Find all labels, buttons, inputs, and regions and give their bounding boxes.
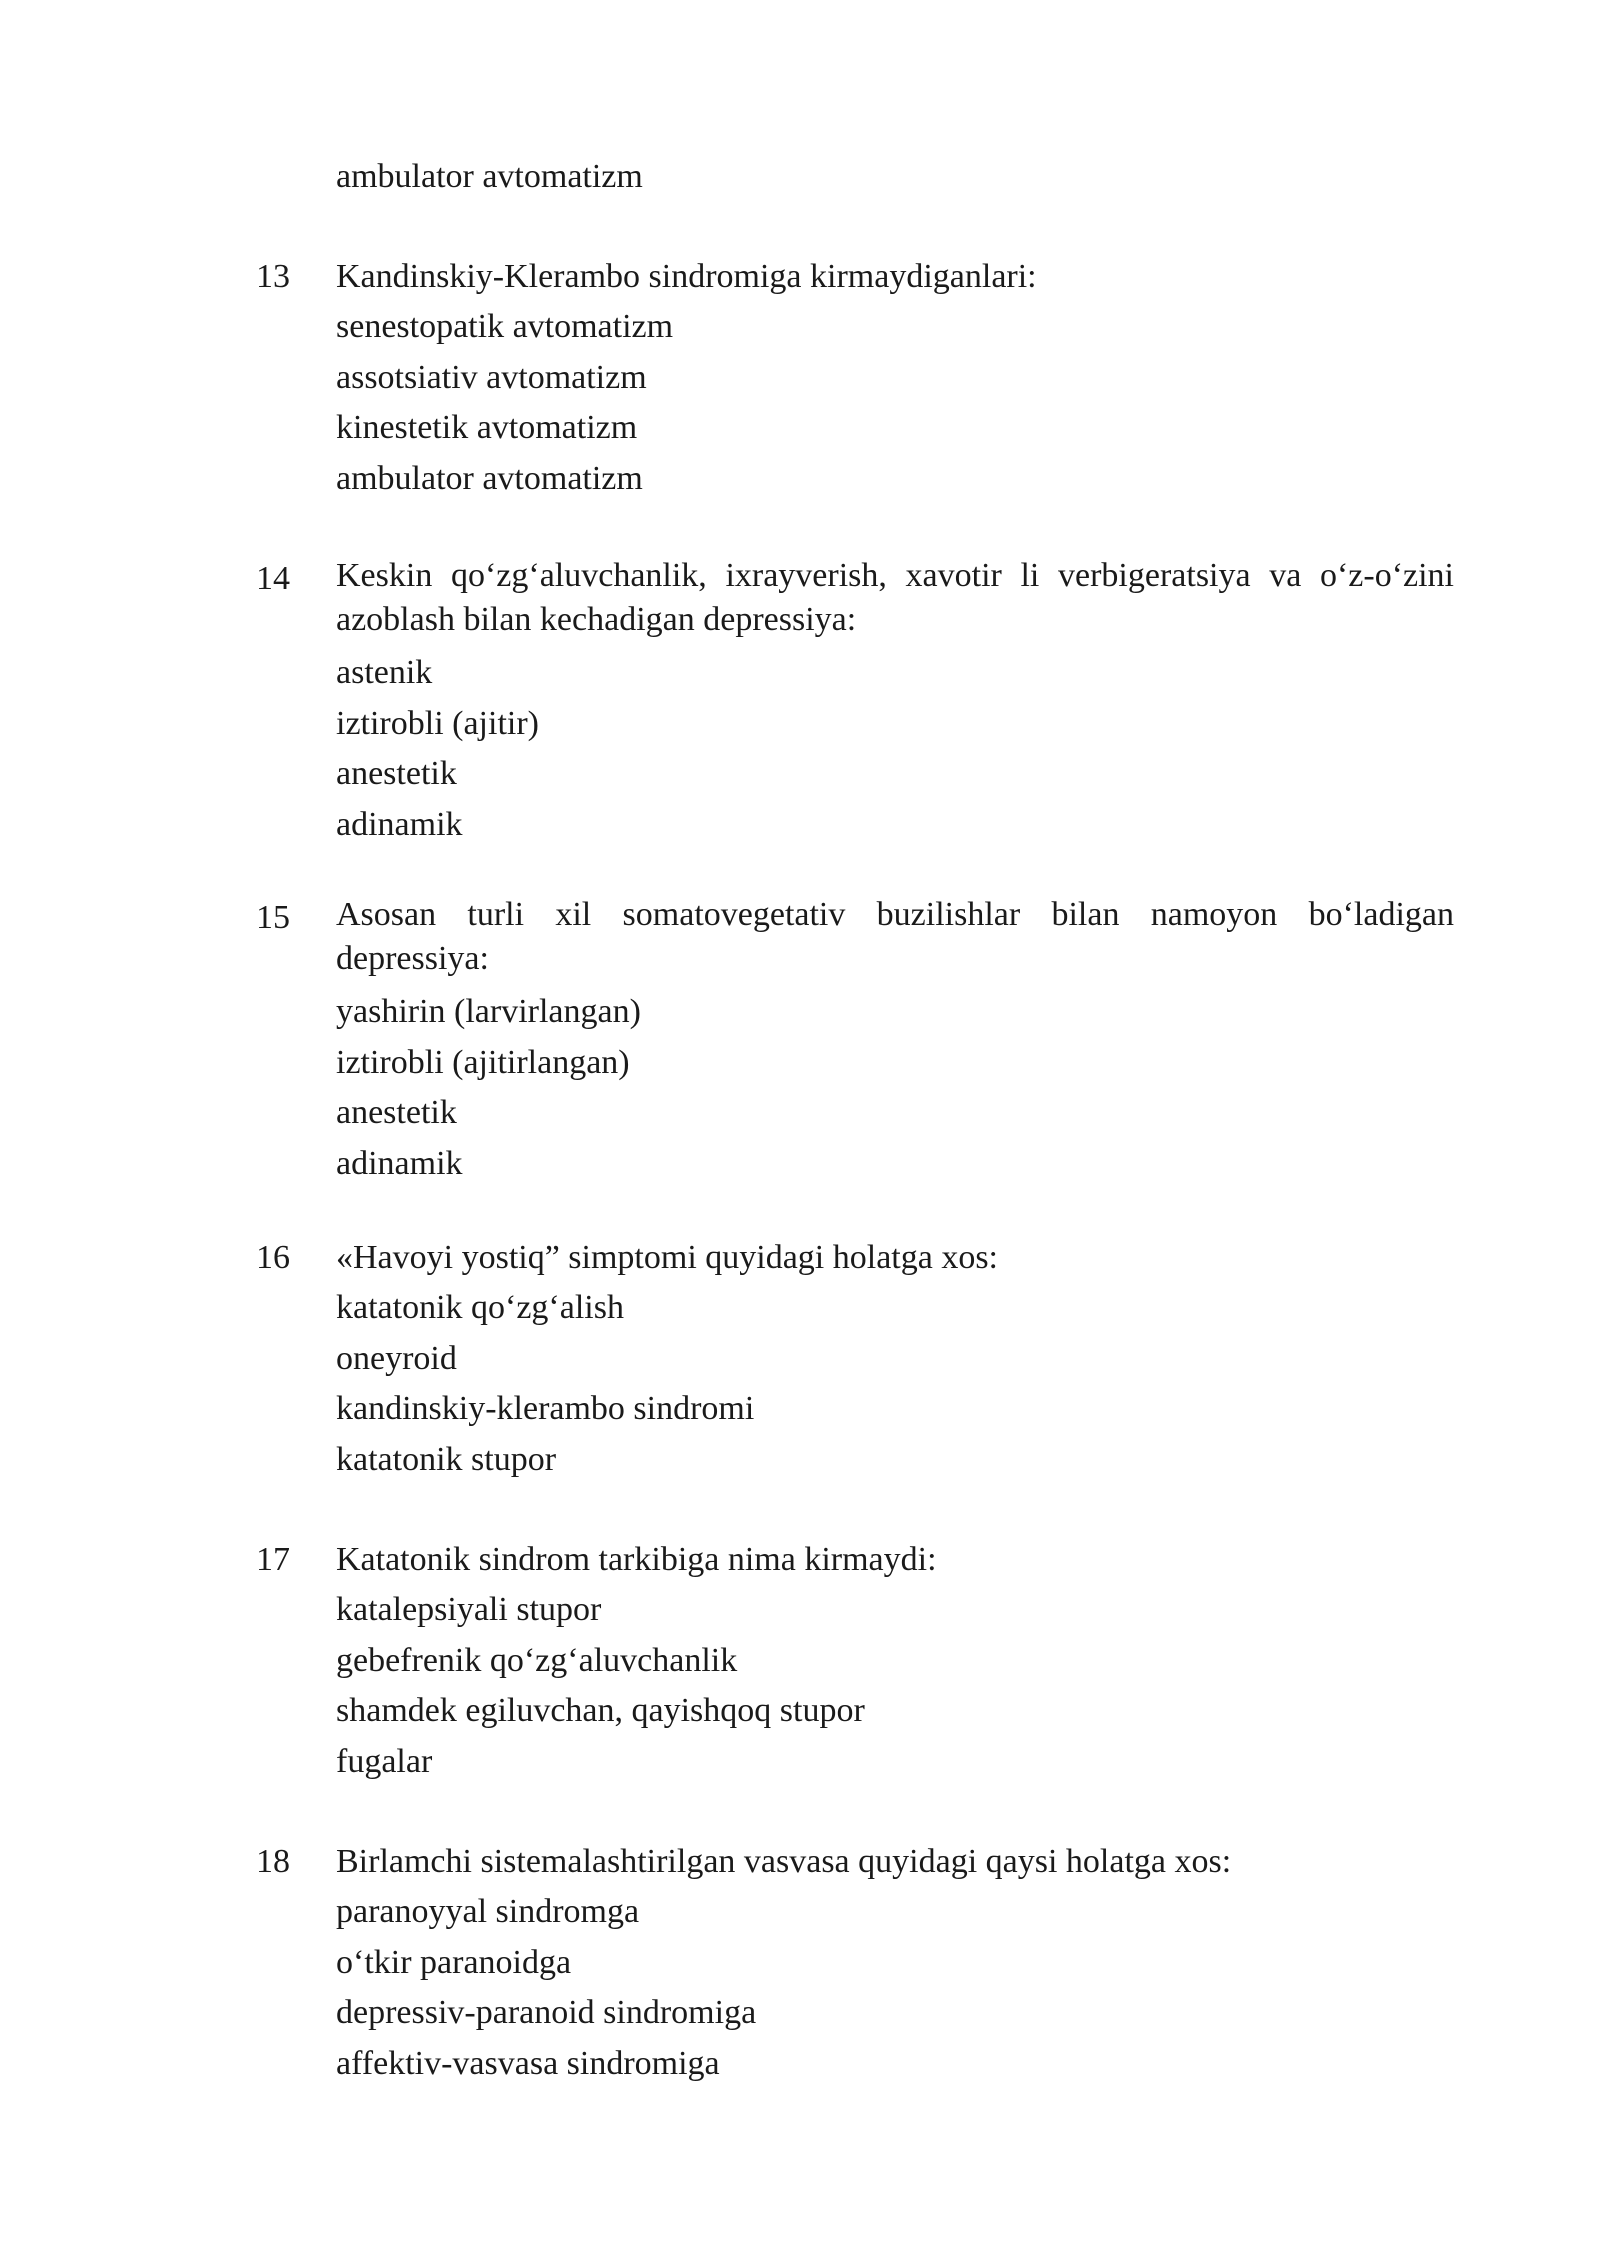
answer-option: anestetik: [336, 1094, 457, 1131]
question-body: [336, 1233, 1454, 1485]
question-text: «Havoyi yostiq” simptomi quyidagi holatga xos:: [336, 1239, 999, 1276]
answer-option: yashirin (larvirlangan): [336, 993, 641, 1030]
question-text: Asosan turli xil somatovegetativ buzilishlar bilan namoyon bo‘ladigan depressiya:: [336, 896, 1454, 977]
answer-option: katatonik stupor: [336, 1440, 557, 1478]
question-number: 15: [256, 899, 290, 936]
question-body: [336, 252, 1454, 504]
question-text: Keskin qo‘zg‘aluvchanlik, ixrayverish, xavotir li verbigeratsiya va o‘z-o‘zini azoblash bilan kechadigan depressiya:: [336, 557, 1454, 638]
question-number: 17: [256, 1541, 290, 1578]
answer-option: o‘tkir paranoidga: [336, 1943, 572, 1981]
question-number: 16: [256, 1239, 290, 1276]
carryover-option: ambulator avtomatizm: [336, 158, 643, 195]
question-text: Kandinskiy-Klerambo sindromiga kirmaydiganlari:: [336, 258, 1037, 295]
question-body: [336, 1535, 1454, 1787]
answer-option: adinamik: [336, 805, 463, 843]
answer-option: ambulator avtomatizm: [336, 459, 643, 497]
answer-option: fugalar: [336, 1742, 433, 1780]
answer-option: anestetik: [336, 755, 457, 792]
answer-option: iztirobli (ajitirlangan): [336, 1043, 630, 1081]
answer-option: affektiv-vasvasa sindromiga: [336, 2044, 720, 2082]
answer-option: depressiv-paranoid sindromiga: [336, 1994, 757, 2031]
answer-options: [336, 1585, 1454, 1787]
answer-option: gebefrenik qo‘zg‘aluvchanlik: [336, 1641, 738, 1679]
question-number: 18: [256, 1843, 290, 1880]
answer-option: iztirobli (ajitir): [336, 704, 539, 742]
answer-options: [336, 987, 1454, 1189]
question-number: 14: [256, 560, 290, 597]
question-number: 13: [256, 258, 290, 295]
answer-options: [336, 1283, 1454, 1485]
answer-option: assotsiativ avtomatizm: [336, 358, 647, 396]
answer-option: kinestetik avtomatizm: [336, 409, 638, 446]
answer-option: astenik: [336, 654, 433, 691]
answer-option: kandinskiy-klerambo sindromi: [336, 1390, 755, 1427]
answer-options: [336, 1887, 1454, 2089]
question-body: [336, 554, 1454, 850]
answer-options: [336, 648, 1454, 850]
question-text: Birlamchi sistemalashtirilgan vasvasa quyidagi qaysi holatga xos:: [336, 1843, 1232, 1880]
answer-option: shamdek egiluvchan, qayishqoq stupor: [336, 1692, 865, 1729]
answer-option: senestopatik avtomatizm: [336, 308, 674, 345]
answer-options: [336, 302, 1454, 504]
answer-option: adinamik: [336, 1144, 463, 1182]
answer-option: oneyroid: [336, 1339, 457, 1377]
question-body: [336, 893, 1454, 1189]
question-body: [336, 1837, 1454, 2089]
answer-option: katatonik qo‘zg‘alish: [336, 1289, 624, 1326]
answer-option: paranoyyal sindromga: [336, 1893, 640, 1930]
question-text: Katatonik sindrom tarkibiga nima kirmaydi:: [336, 1541, 937, 1578]
answer-option: katalepsiyali stupor: [336, 1591, 602, 1628]
